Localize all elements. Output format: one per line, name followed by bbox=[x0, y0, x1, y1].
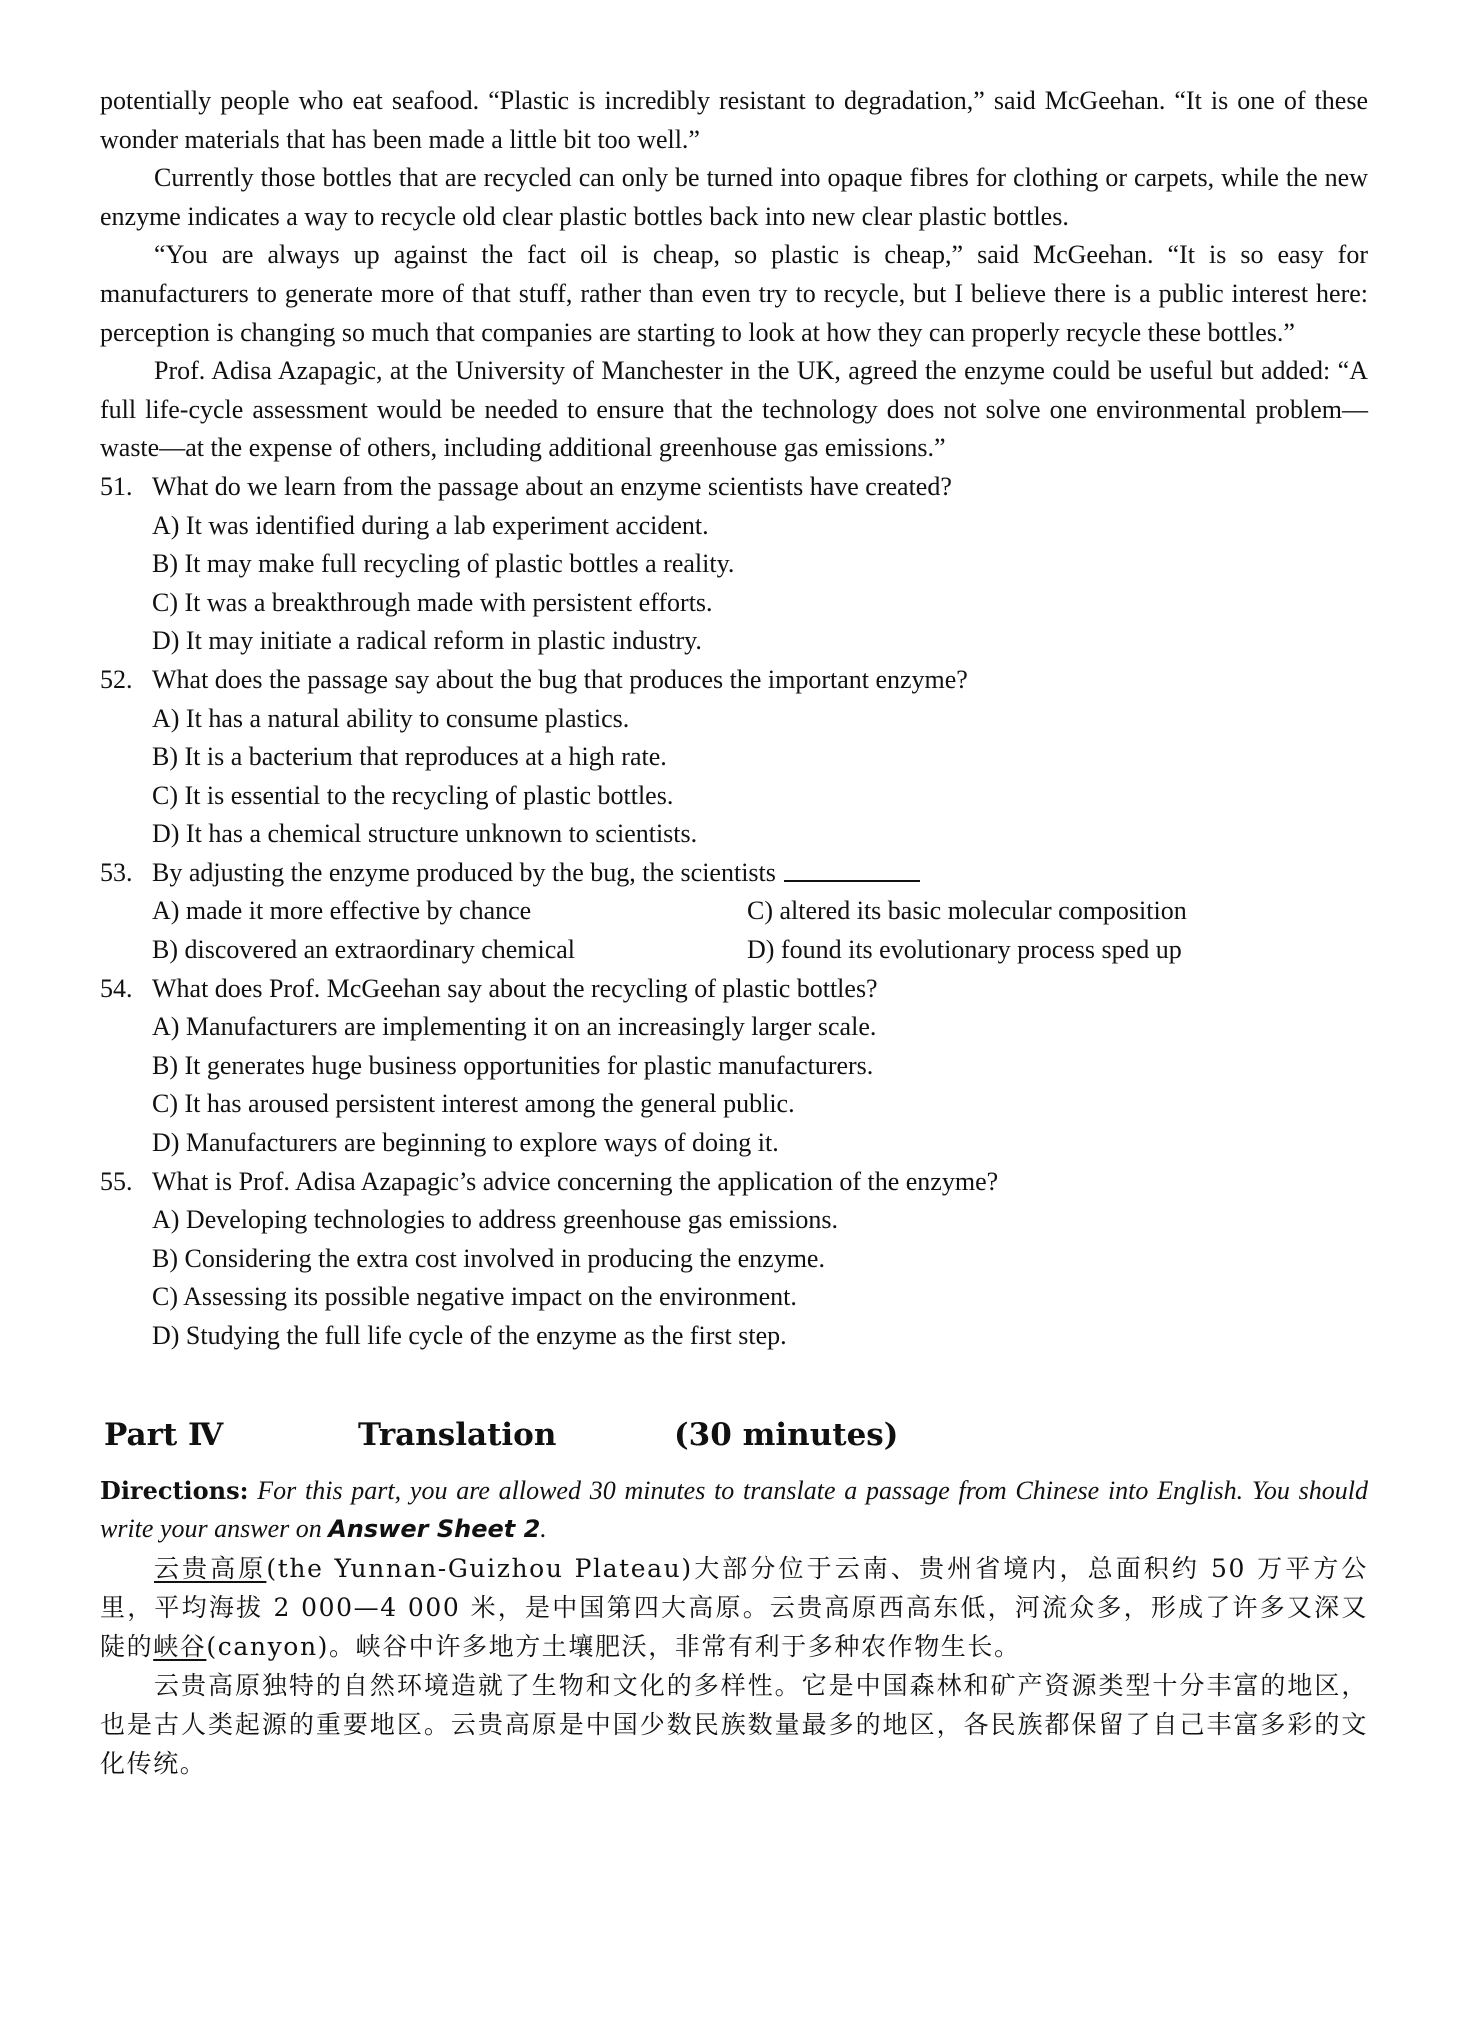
question-number: 55. bbox=[100, 1166, 133, 1196]
underlined-term: 峡谷 bbox=[153, 1631, 207, 1661]
option-d: D) It has a chemical structure unknown to scientists. bbox=[152, 819, 698, 849]
question-53 bbox=[100, 854, 1368, 970]
exam-page bbox=[100, 82, 1368, 1783]
translation-text: (the Yunnan-Guizhou Plateau)大部分位于云南、贵州省境内，总面积约 50 万平方公里，平均海拔 2 000—4 000 米，是中国第四大高原。云贵高原西高东低，河流众多，形成了许多又深又陡的 bbox=[100, 1553, 1368, 1661]
option-a: A) It has a natural ability to consume plastics. bbox=[152, 703, 630, 733]
passage-paragraph: Currently those bottles that are recycled can only be turned into opaque fibres for clothing or carpets, while the new enzyme indicates a way to recycle old clear plastic bottles back into new clear plastic bottles. bbox=[100, 163, 1368, 231]
passage-paragraph: potentially people who eat seafood. “Plastic is incredibly resistant to degradation,” said McGeehan. “It is one of these wonder materials that has been made a little bit too well.” bbox=[100, 86, 1368, 154]
option-d: D) It may initiate a radical reform in plastic industry. bbox=[152, 626, 702, 656]
question-54 bbox=[100, 970, 1368, 1163]
option-c: C) It is essential to the recycling of plastic bottles. bbox=[152, 780, 674, 810]
directions-label: Directions: bbox=[100, 1475, 249, 1505]
question-55 bbox=[100, 1163, 1368, 1356]
underlined-term: 云贵高原 bbox=[154, 1553, 267, 1583]
question-number: 52. bbox=[100, 664, 133, 694]
translation-paragraph-2: 云贵高原独特的自然环境造就了生物和文化的多样性。它是中国森林和矿产资源类型十分丰富的地区，也是古人类起源的重要地区。云贵高原是中国少数民族数量最多的地区，各民族都保留了自己丰富多彩的文化传统。 bbox=[100, 1670, 1368, 1778]
part-title: Translation bbox=[358, 1416, 557, 1453]
option-b: B) It generates huge business opportunities for plastic manufacturers. bbox=[152, 1050, 874, 1080]
question-stem: What is Prof. Adisa Azapagic’s advice concerning the application of the enzyme? bbox=[152, 1166, 999, 1196]
option-a: A) Developing technologies to address greenhouse gas emissions. bbox=[152, 1205, 838, 1235]
option-b: B) It is a bacterium that reproduces at a high rate. bbox=[152, 742, 667, 772]
answer-blank bbox=[784, 854, 920, 882]
translation-paragraph-1 bbox=[100, 1549, 1368, 1666]
answer-sheet-reference: Answer Sheet 2 bbox=[328, 1515, 541, 1544]
translation-text: (canyon)。峡谷中许多地方土壤肥沃，非常有利于多种农作物生长。 bbox=[206, 1631, 1021, 1661]
question-number: 54. bbox=[100, 973, 133, 1003]
option-b: B) It may make full recycling of plastic bottles a reality. bbox=[152, 549, 735, 579]
option-b: B) Considering the extra cost involved in producing the enzyme. bbox=[152, 1243, 825, 1273]
question-stem: What does Prof. McGeehan say about the recycling of plastic bottles? bbox=[152, 973, 878, 1003]
question-stem: What does the passage say about the bug that produces the important enzyme? bbox=[152, 664, 968, 694]
option-c: C) It has aroused persistent interest among the general public. bbox=[152, 1089, 795, 1119]
part-heading bbox=[100, 1402, 1368, 1462]
question-52 bbox=[100, 661, 1368, 854]
directions-text: For this part, you are allowed 30 minutes to translate a passage from Chinese into English. You should write your answer on bbox=[100, 1475, 1368, 1544]
question-51 bbox=[100, 468, 1368, 661]
question-stem: By adjusting the enzyme produced by the bug, the scientists bbox=[152, 857, 776, 887]
option-a: A) It was identified during a lab experiment accident. bbox=[152, 510, 709, 540]
passage-paragraph: Prof. Adisa Azapagic, at the University of Manchester in the UK, agreed the enzyme could be useful but added: “A full life-cycle assessment would be needed to ensure that the technology does not solve one environmental problem—waste—at the expense of others, including additional greenhouse gas emissions.” bbox=[100, 356, 1368, 463]
option-c: C) Assessing its possible negative impact on the environment. bbox=[152, 1282, 797, 1312]
reading-passage bbox=[100, 82, 1368, 468]
question-number: 51. bbox=[100, 471, 133, 501]
option-a: A) made it more effective by chance bbox=[152, 896, 532, 926]
part-label: Part Ⅳ bbox=[104, 1416, 224, 1453]
option-b: B) discovered an extraordinary chemical bbox=[152, 935, 576, 965]
part-time: (30 minutes) bbox=[674, 1416, 899, 1453]
question-number: 53. bbox=[100, 857, 133, 887]
directions bbox=[100, 1472, 1368, 1549]
option-d: D) found its evolutionary process sped up bbox=[747, 935, 1182, 965]
option-c: C) altered its basic molecular composition bbox=[747, 896, 1187, 926]
option-d: D) Manufacturers are beginning to explore ways of doing it. bbox=[152, 1128, 779, 1158]
option-c: C) It was a breakthrough made with persistent efforts. bbox=[152, 587, 713, 617]
passage-paragraph: “You are always up against the fact oil is cheap, so plastic is cheap,” said McGeehan. “It is so easy for manufacturers to generate more of that stuff, rather than even try to recycle, but I believe there is a public interest here: perception is changing so much that companies are starting to look at how they can properly recycle these bottles.” bbox=[100, 240, 1368, 347]
question-stem: What do we learn from the passage about an enzyme scientists have created? bbox=[152, 471, 952, 501]
directions-end: . bbox=[540, 1514, 547, 1544]
option-a: A) Manufacturers are implementing it on an increasingly larger scale. bbox=[152, 1012, 877, 1042]
option-d: D) Studying the full life cycle of the enzyme as the first step. bbox=[152, 1321, 787, 1350]
